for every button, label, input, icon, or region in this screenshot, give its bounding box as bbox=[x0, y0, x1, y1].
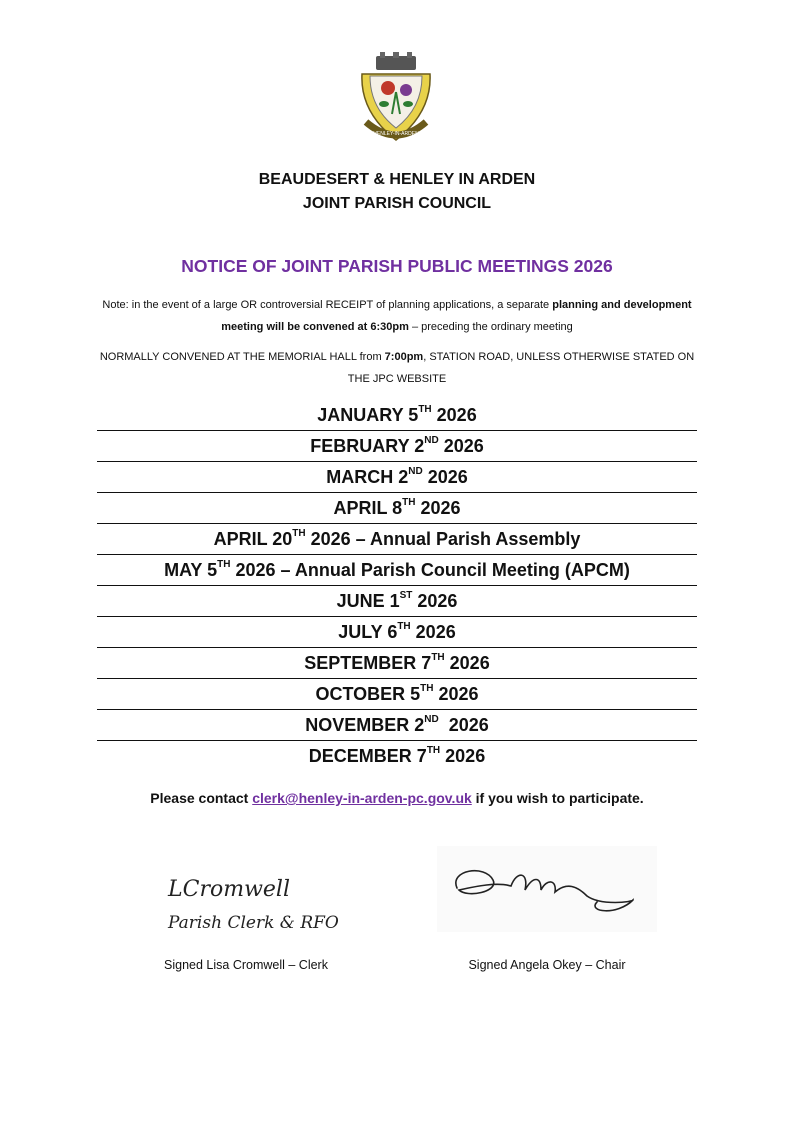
meeting-date-ordinal: TH bbox=[431, 652, 445, 663]
clerk-signature-line1: LCromwell bbox=[168, 877, 290, 902]
meeting-date-ordinal: TH bbox=[217, 559, 231, 570]
meeting-date-text: APRIL 8 bbox=[333, 498, 403, 518]
clerk-signature bbox=[160, 866, 340, 940]
meeting-date-ordinal: TH bbox=[420, 683, 434, 694]
council-name-line2: JOINT PARISH COUNCIL bbox=[302, 195, 492, 212]
meeting-date-suffix: 2026 – Annual Parish Assembly bbox=[305, 529, 581, 549]
venue-time: 7:00pm bbox=[384, 351, 424, 363]
meeting-date-row bbox=[97, 586, 697, 617]
meeting-date-row bbox=[97, 710, 697, 741]
meeting-date-text: JULY 6 bbox=[338, 622, 398, 642]
meeting-date-suffix: 2026 bbox=[410, 622, 456, 642]
meeting-date-suffix: 2026 bbox=[440, 746, 486, 766]
meeting-date-row bbox=[97, 431, 697, 462]
meeting-date-row bbox=[97, 400, 697, 431]
venue-text: NORMALLY CONVENED AT THE MEMORIAL HALL from bbox=[99, 351, 385, 363]
chair-signature bbox=[437, 846, 657, 932]
chair-signed-caption: Signed Angela Okey – Chair bbox=[468, 958, 626, 972]
meeting-date-suffix: 2026 bbox=[444, 653, 490, 673]
meeting-date-ordinal: TH bbox=[292, 528, 306, 539]
meeting-date-ordinal: TH bbox=[418, 404, 432, 415]
meeting-dates-list bbox=[97, 400, 697, 771]
crest-motto: HENLEY-IN-ARDEN bbox=[373, 131, 419, 137]
meeting-date-row bbox=[97, 524, 697, 555]
council-crest-logo bbox=[354, 52, 438, 144]
meeting-date-row bbox=[97, 648, 697, 679]
meeting-date-ordinal: TH bbox=[402, 497, 416, 508]
meeting-date-text: NOVEMBER 2 bbox=[305, 715, 425, 735]
meeting-date-text: MARCH 2 bbox=[326, 467, 409, 487]
meeting-date-suffix: 2026 bbox=[433, 684, 479, 704]
clerk-signed-caption: Signed Lisa Cromwell – Clerk bbox=[164, 958, 328, 972]
contact-suffix: if you wish to participate. bbox=[471, 790, 644, 806]
meeting-date-suffix: 2026 bbox=[438, 715, 489, 735]
meeting-date-ordinal: TH bbox=[397, 621, 411, 632]
note-text: Note: in the event of a large OR controversial RECEIPT of planning applications, a separate bbox=[102, 299, 553, 311]
contact-line bbox=[0, 790, 794, 806]
meeting-date-suffix: 2026 – Annual Parish Council Meeting (APCM) bbox=[230, 560, 630, 580]
notice-title: NOTICE OF JOINT PARISH PUBLIC MEETINGS 2026 bbox=[181, 256, 613, 276]
meeting-date-text: DECEMBER 7 bbox=[308, 746, 427, 766]
meeting-date-row bbox=[97, 617, 697, 648]
council-name-line1: BEAUDESERT & HENLEY IN ARDEN bbox=[258, 171, 536, 188]
meeting-date-row bbox=[97, 679, 697, 710]
meeting-date-ordinal: ND bbox=[408, 466, 423, 477]
meeting-date-suffix: 2026 bbox=[438, 436, 484, 456]
contact-prefix: Please contact bbox=[150, 790, 253, 806]
clerk-email-link[interactable]: clerk@henley-in-arden-pc.gov.uk bbox=[252, 790, 472, 806]
meeting-date-text: MAY 5 bbox=[164, 560, 218, 580]
meeting-date-text: FEBRUARY 2 bbox=[310, 436, 425, 456]
meeting-date-ordinal: ST bbox=[399, 590, 413, 601]
meeting-date-row bbox=[97, 493, 697, 524]
meeting-date-row bbox=[97, 462, 697, 493]
meeting-date-text: OCTOBER 5 bbox=[315, 684, 421, 704]
meeting-date-suffix: 2026 bbox=[431, 405, 477, 425]
meeting-date-ordinal: ND bbox=[424, 714, 439, 725]
meeting-date-suffix: 2026 bbox=[412, 591, 458, 611]
meeting-date-text: JANUARY 5 bbox=[317, 405, 419, 425]
clerk-signature-line2: Parish Clerk & RFO bbox=[168, 913, 339, 933]
meeting-date-ordinal: TH bbox=[426, 745, 441, 756]
meeting-date-text: APRIL 20 bbox=[213, 529, 293, 549]
meeting-date-row bbox=[97, 555, 697, 586]
note-text-end: – preceding the ordinary meeting bbox=[408, 321, 573, 333]
meeting-date-text: JUNE 1 bbox=[336, 591, 400, 611]
meeting-date-text: SEPTEMBER 7 bbox=[304, 653, 432, 673]
venue-note bbox=[90, 346, 704, 390]
meeting-date-suffix: 2026 bbox=[422, 467, 468, 487]
planning-note bbox=[90, 294, 704, 338]
note-bold-text: planning and development meeting will be convened at 6:30pm bbox=[221, 299, 692, 333]
meeting-date-suffix: 2026 bbox=[415, 498, 461, 518]
meeting-date-row bbox=[97, 741, 697, 771]
venue-text-end: , STATION ROAD, UNLESS OTHERWISE STATED ON THE JPC WEBSITE bbox=[347, 351, 695, 385]
meeting-date-ordinal: ND bbox=[424, 435, 439, 446]
